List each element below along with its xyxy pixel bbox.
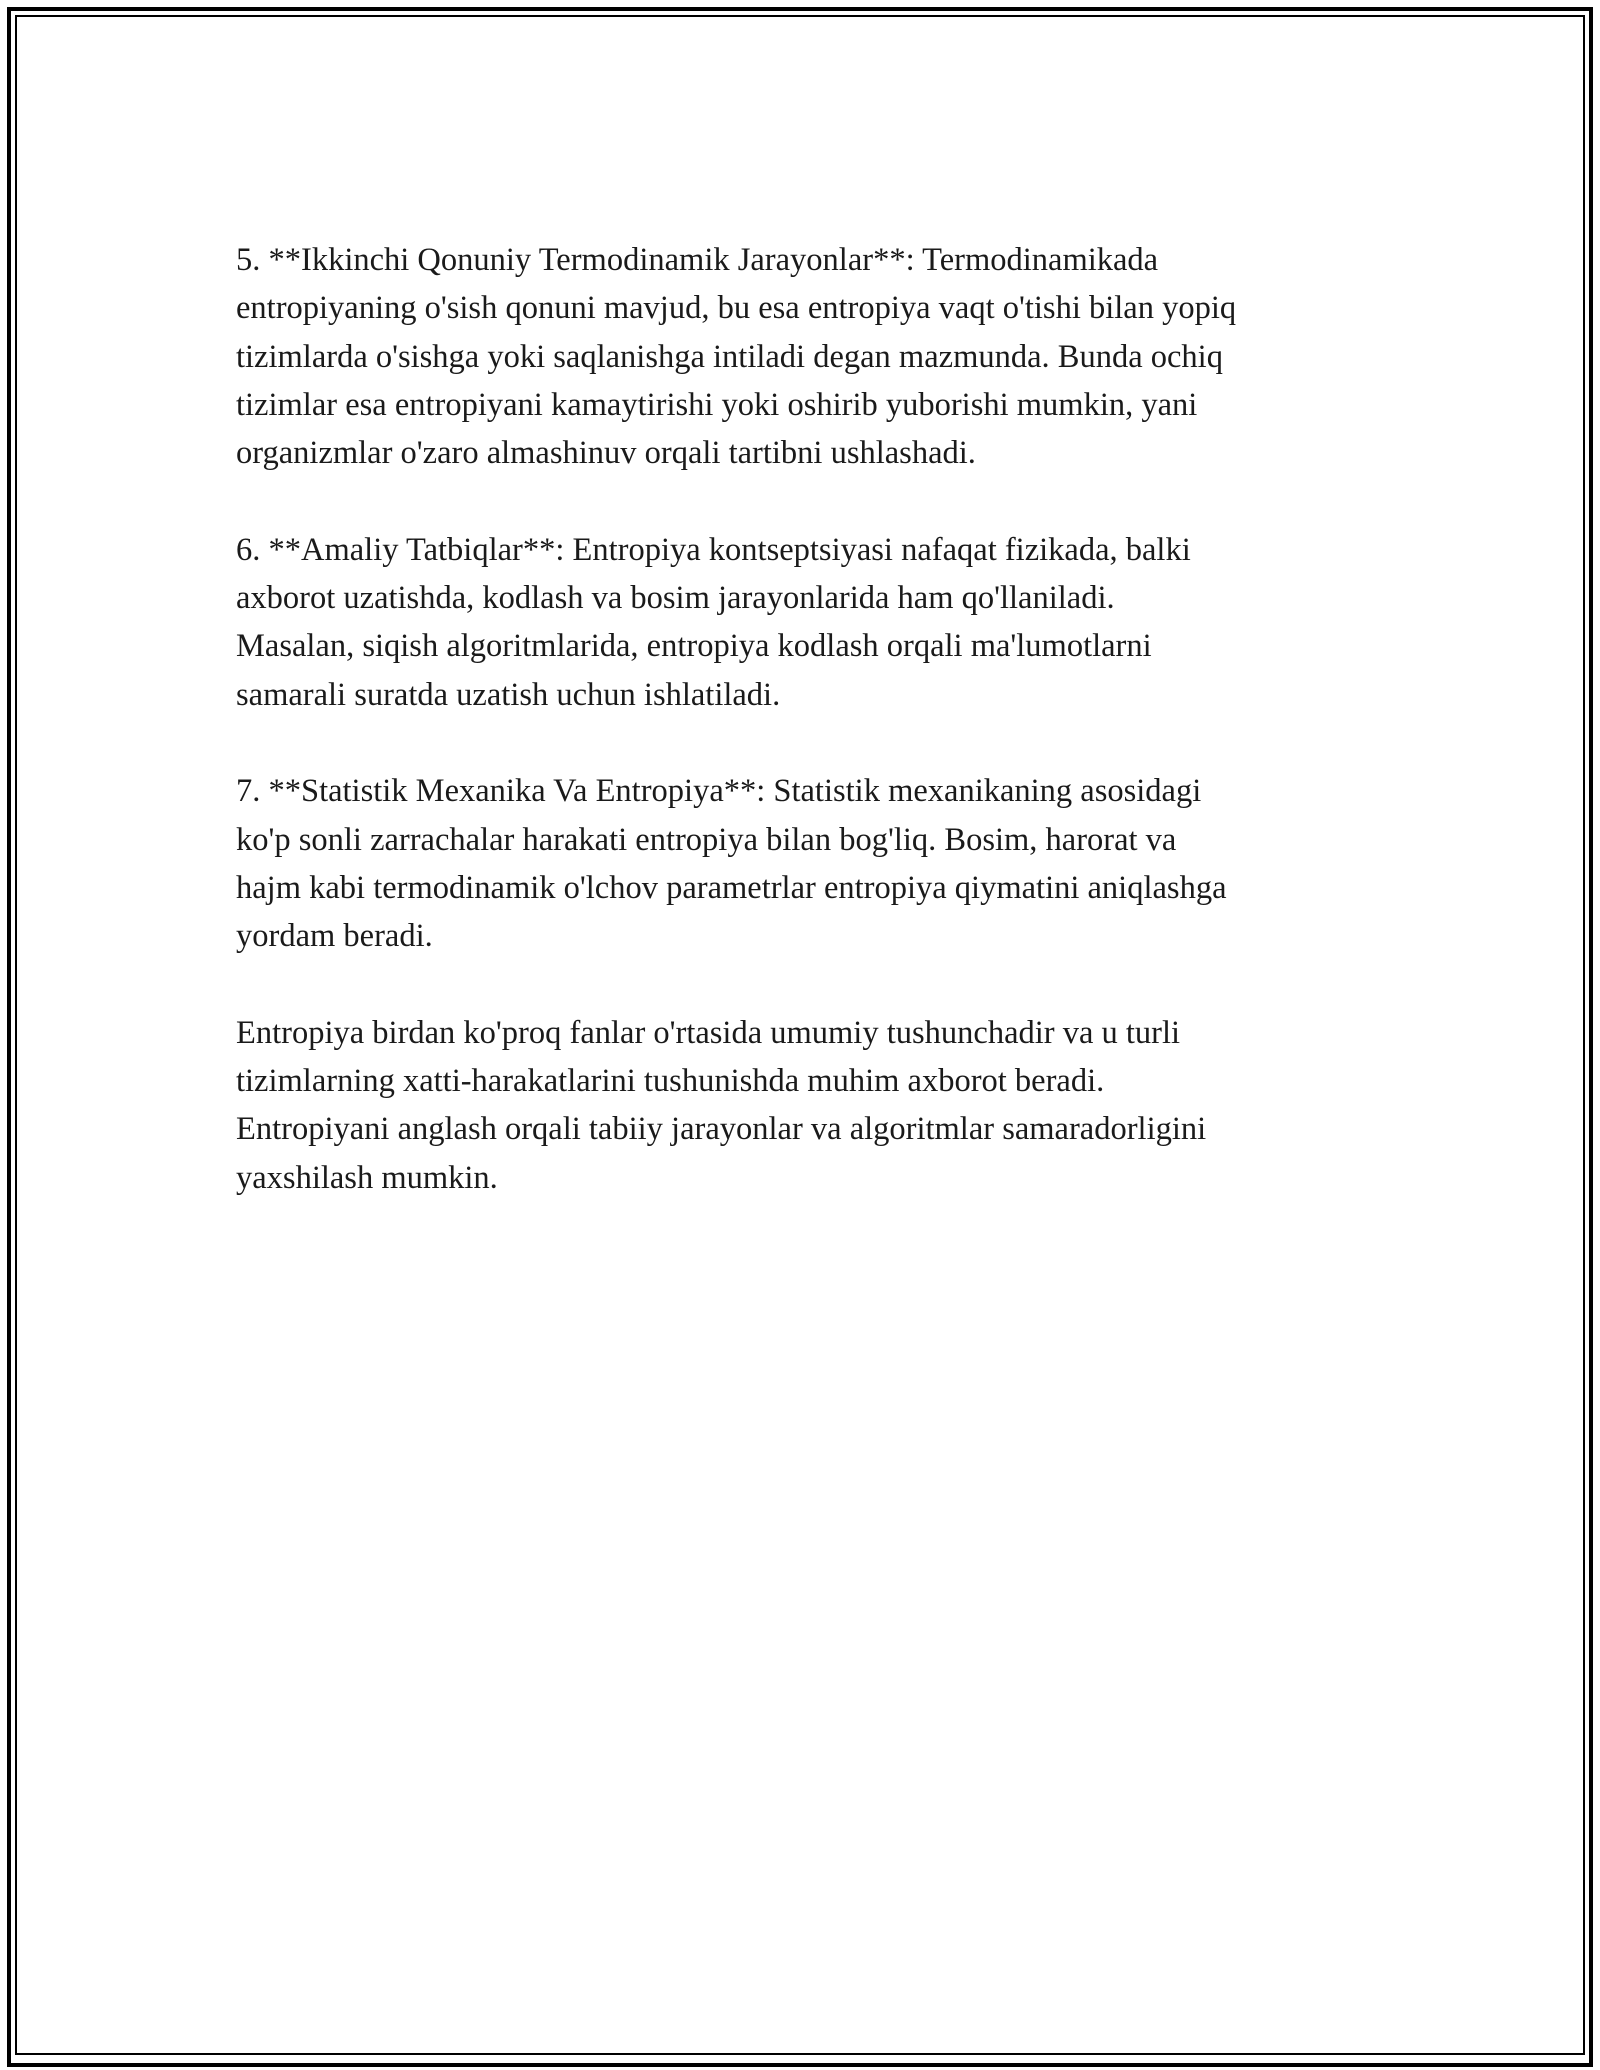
text-line: organizmlar o'zaro almashinuv orqali tartibni ushlashadi. xyxy=(236,435,976,472)
text-line: tizimlarda o'sishga yoki saqlanishga intiladi degan mazmunda. Bunda ochiq xyxy=(236,338,1223,375)
text-line: 7. **Statistik Mexanika Va Entropiya**: Statistik mexanikaning asosidagi xyxy=(236,773,1202,810)
text-line: hajm kabi termodinamik o'lchov parametrlar entropiya qiymatini aniqlashga xyxy=(236,869,1227,906)
text-line: Masalan, siqish algoritmlarida, entropiya kodlash orqali ma'lumotlarni xyxy=(236,628,1152,665)
text-line: ko'p sonli zarrachalar harakati entropiya bilan bog'liq. Bosim, harorat va xyxy=(236,821,1177,858)
text-line: tizimlar esa entropiyani kamaytirishi yoki oshirib yuborishi mumkin, yani xyxy=(236,386,1198,423)
document-body xyxy=(236,236,1376,1250)
text-line: Entropiya birdan ko'proq fanlar o'rtasida umumiy tushunchadir va u turli xyxy=(236,1014,1181,1051)
paragraph-7-statistical-mechanics xyxy=(236,767,1376,960)
text-line: axborot uzatishda, kodlash va bosim jarayonlarida ham qo'llaniladi. xyxy=(236,580,1115,617)
paragraph-conclusion xyxy=(236,1009,1376,1202)
text-line: yaxshilash mumkin. xyxy=(236,1159,498,1196)
text-line: tizimlarning xatti-harakatlarini tushunishda muhim axborot beradi. xyxy=(236,1063,1105,1100)
text-line: Entropiyani anglash orqali tabiiy jarayonlar va algoritmlar samaradorligini xyxy=(236,1111,1207,1148)
text-line: samarali suratda uzatish uchun ishlatiladi. xyxy=(236,676,781,713)
text-line: 5. **Ikkinchi Qonuniy Termodinamik Jarayonlar**: Termodinamikada xyxy=(236,242,1159,278)
paragraph-5-second-law xyxy=(236,236,1376,477)
text-line: entropiyaning o'sish qonuni mavjud, bu esa entropiya vaqt o'tishi bilan yopiq xyxy=(236,290,1237,327)
text-line: 6. **Amaliy Tatbiqlar**: Entropiya kontseptsiyasi nafaqat fizikada, balki xyxy=(236,531,1191,568)
paragraph-6-applications xyxy=(236,526,1376,719)
text-line: yordam beradi. xyxy=(236,918,433,955)
